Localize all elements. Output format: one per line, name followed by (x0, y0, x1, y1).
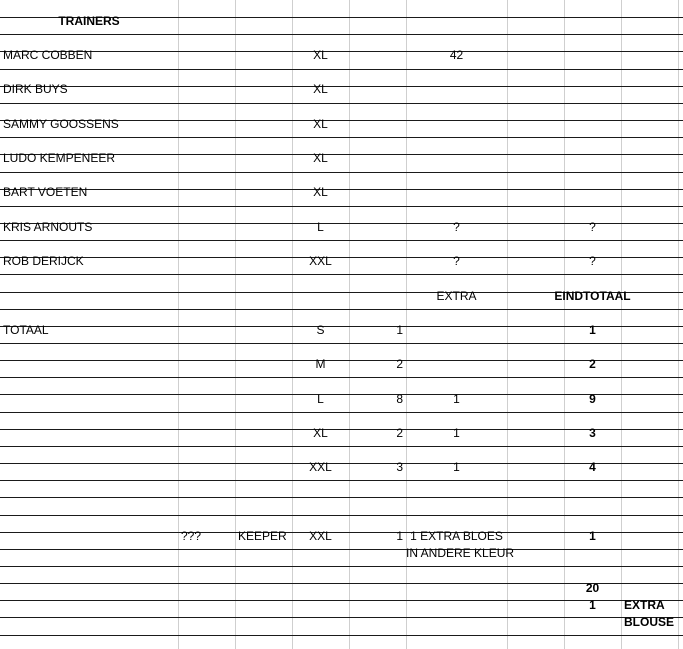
extra-blouse-count[interactable]: 1 (589, 598, 596, 612)
grid-row-line (0, 446, 683, 447)
trainer-size[interactable]: XL (313, 82, 328, 96)
keeper-count[interactable]: 1 (396, 529, 403, 543)
trainer-size[interactable]: XL (313, 151, 328, 165)
trainer-name[interactable]: DIRK BUYS (3, 82, 68, 96)
total-size[interactable]: L (317, 392, 324, 406)
header-extra[interactable]: EXTRA (436, 289, 477, 303)
total-eindtotaal[interactable]: 1 (589, 323, 596, 337)
total-eindtotaal[interactable]: 3 (589, 426, 596, 440)
total-extra[interactable]: 1 (453, 460, 460, 474)
total-count[interactable]: 2 (396, 426, 403, 440)
extra-blouse-label-continued[interactable]: BLOUSE (624, 615, 675, 629)
trainer-name[interactable]: BART VOETEN (3, 185, 88, 199)
keeper-size[interactable]: XXL (309, 529, 332, 543)
keeper-eindtotaal[interactable]: 1 (589, 529, 596, 543)
total-count[interactable]: 8 (396, 392, 403, 406)
total-count[interactable]: 2 (396, 357, 403, 371)
total-size[interactable]: XXL (309, 460, 332, 474)
total-eindtotaal[interactable]: 4 (589, 460, 596, 474)
trainer-name[interactable]: KRIS ARNOUTS (3, 220, 93, 234)
grid-row-line (0, 635, 683, 636)
total-size[interactable]: XL (313, 426, 328, 440)
header-eindtotaal[interactable]: EINDTOTAAL (554, 289, 631, 303)
trainer-name[interactable]: LUDO KEMPENEER (3, 151, 116, 165)
trainer-size[interactable]: L (317, 220, 324, 234)
trainer-extra[interactable]: ? (453, 220, 460, 234)
grid-row-line (0, 137, 683, 138)
grid-row-line (0, 206, 683, 207)
grid-column-line (235, 0, 236, 649)
grid-row-line (0, 34, 683, 35)
trainer-name[interactable]: ROB DERIJCK (3, 254, 84, 268)
grid-column-line (621, 0, 622, 649)
trainer-extra[interactable]: 42 (449, 48, 464, 62)
keeper-note-continued[interactable]: IN ANDERE KLEUR (406, 546, 515, 560)
extra-blouse-label[interactable]: EXTRA (624, 598, 665, 612)
keeper-note[interactable]: 1 EXTRA BLOES (410, 529, 503, 543)
totaal-label[interactable]: TOTAAL (3, 323, 49, 337)
total-extra[interactable]: 1 (453, 426, 460, 440)
grid-row-line (0, 240, 683, 241)
grid-row-line (0, 377, 683, 378)
keeper-role[interactable]: KEEPER (238, 529, 287, 543)
total-size[interactable]: M (315, 357, 326, 371)
grid-row-line (0, 617, 683, 618)
grid-row-line (0, 497, 683, 498)
grand-total[interactable]: 20 (585, 581, 600, 595)
trainer-size[interactable]: XL (313, 185, 328, 199)
trainer-extra[interactable]: ? (453, 254, 460, 268)
trainer-name[interactable]: SAMMY GOOSSENS (3, 117, 119, 131)
keeper-name[interactable]: ??? (181, 529, 202, 543)
total-count[interactable]: 3 (396, 460, 403, 474)
grid-row-line (0, 103, 683, 104)
trainer-name[interactable]: MARC COBBEN (3, 48, 93, 62)
grid-row-line (0, 309, 683, 310)
total-size[interactable]: S (316, 323, 325, 337)
trainer-size[interactable]: XL (313, 48, 328, 62)
grid-row-line (0, 566, 683, 567)
trainer-size[interactable]: XL (313, 117, 328, 131)
total-eindtotaal[interactable]: 9 (589, 392, 596, 406)
grid-row-line (0, 412, 683, 413)
grid-column-line (678, 0, 679, 649)
sheet-title[interactable]: TRAINERS (58, 14, 120, 28)
grid-row-line (0, 274, 683, 275)
grid-row-line (0, 515, 683, 516)
total-count[interactable]: 1 (396, 323, 403, 337)
trainer-total[interactable]: ? (589, 220, 596, 234)
trainer-size[interactable]: XXL (309, 254, 332, 268)
total-eindtotaal[interactable]: 2 (589, 357, 596, 371)
grid-column-line (178, 0, 179, 649)
grid-row-line (0, 343, 683, 344)
grid-row-line (0, 172, 683, 173)
trainer-total[interactable]: ? (589, 254, 596, 268)
grid-row-line (0, 549, 683, 550)
total-extra[interactable]: 1 (453, 392, 460, 406)
grid-row-line (0, 69, 683, 70)
grid-row-line (0, 480, 683, 481)
